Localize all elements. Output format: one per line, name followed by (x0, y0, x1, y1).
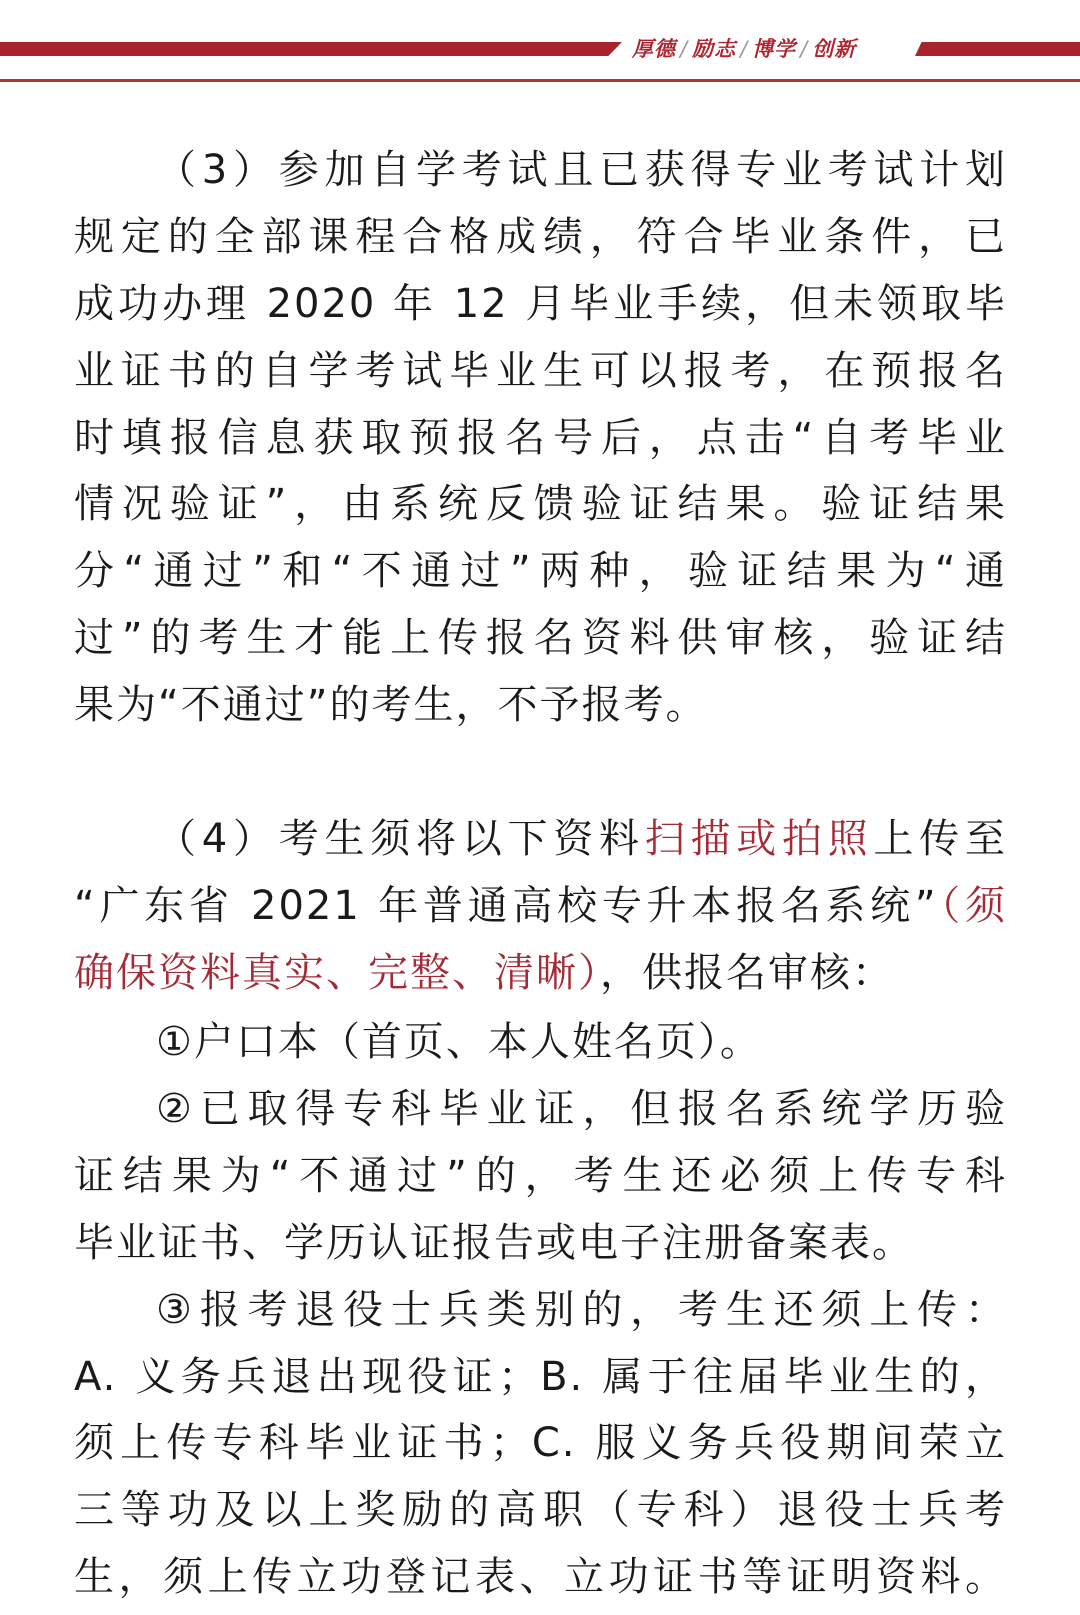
body-text: 规定的全部课程合格成绩，符合毕业条件，已 (74, 214, 1007, 260)
body-text: 分“通过”和“不通过”两种，验证结果为“通 (74, 548, 1007, 594)
text-line (74, 537, 1007, 605)
body-text: 证结果为“不通过”的，考生还必须上传专科 (74, 1153, 1007, 1199)
header-bar-left (0, 42, 622, 56)
text-line (74, 270, 1007, 338)
text-line (74, 337, 1007, 405)
text-line (74, 203, 1007, 271)
text-line (74, 1075, 1007, 1143)
text-line (74, 1276, 1007, 1344)
body-text: ②已取得专科毕业证，但报名系统学历验 (156, 1086, 1007, 1132)
header-bar-right (915, 42, 1080, 56)
text-line (74, 805, 1007, 873)
body-text: 须上传专科毕业证书；C. 服义务兵役期间荣立 (74, 1420, 1007, 1466)
body-text: 过”的考生才能上传报名资料供审核，验证结 (74, 615, 1007, 661)
body-text: ①户口本（首页、本人姓名页）。 (156, 1019, 762, 1065)
text-line (74, 1543, 1007, 1611)
highlighted-text: （须 (937, 883, 1008, 929)
motto-word: 励志 (692, 37, 737, 61)
body-text: （4）考生须将以下资料 (156, 816, 645, 862)
text-line (74, 1142, 1007, 1210)
text-line (74, 1008, 1007, 1076)
body-text: 业证书的自学考试毕业生可以报考，在预报名 (74, 348, 1007, 394)
body-text: 上传至 (873, 816, 1008, 862)
motto-word: 创新 (812, 37, 857, 61)
motto-separator: / (740, 37, 749, 61)
highlighted-text: 确保资料真实、完整、清晰） (74, 950, 600, 996)
text-line (74, 1409, 1007, 1477)
body-text: 果为“不通过”的考生，不予报考。 (74, 682, 708, 728)
body-text: 成功办理 2020 年 12 月毕业手续，但未领取毕 (74, 281, 1007, 327)
body-text: A. 义务兵退出现役证；B. 属于往届毕业生的， (74, 1354, 1007, 1400)
text-line (74, 671, 1007, 739)
body-text: “广东省 2021 年普通高校专升本报名系统” (74, 883, 938, 929)
text-line (74, 1209, 1007, 1277)
body-text: （3）参加自学考试且已获得专业考试计划 (156, 147, 1007, 193)
body-text: 生，须上传立功登记表、立功证书等证明资料。 (74, 1554, 1007, 1600)
highlighted-text: 扫描或拍照 (644, 816, 874, 862)
text-line (74, 136, 1007, 204)
text-line (74, 470, 1007, 538)
text-line (74, 939, 1007, 1007)
body-text: 三等功及以上奖励的高职（专科）退役士兵考 (74, 1487, 1007, 1533)
motto-separator: / (680, 37, 689, 61)
body-text: 时填报信息获取预报名号后，点击“自考毕业 (74, 415, 1007, 461)
text-line (74, 872, 1007, 940)
body-text: 情况验证”，由系统反馈验证结果。验证结果 (74, 481, 1007, 527)
header-motto (632, 36, 912, 62)
body-text: 毕业证书、学历认证报告或电子注册备案表。 (74, 1220, 914, 1266)
text-line (74, 1343, 1007, 1411)
text-line (74, 404, 1007, 472)
motto-word: 博学 (752, 37, 797, 61)
body-text: ③报考退役士兵类别的，考生还须上传： (156, 1287, 1007, 1333)
text-line (74, 604, 1007, 672)
motto-word: 厚德 (632, 37, 676, 61)
motto-separator: / (800, 37, 809, 61)
header-divider (0, 79, 1080, 82)
body-text: ，供报名审核： (600, 950, 894, 996)
text-line (74, 1476, 1007, 1544)
